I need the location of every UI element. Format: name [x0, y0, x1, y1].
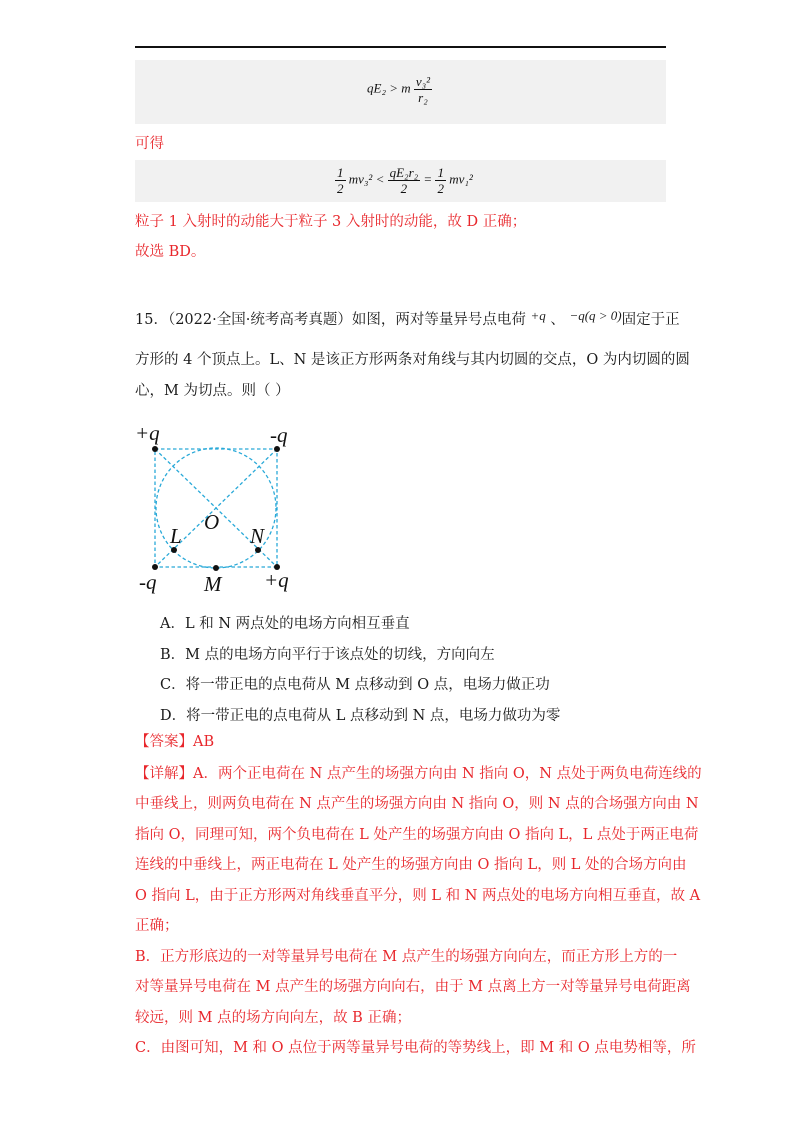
option-b: B．M 点的电场方向平行于该点处的切线，方向向左 — [160, 647, 495, 663]
question-line-1 — [135, 310, 680, 330]
question-number: 15． — [135, 312, 168, 328]
equation-box-2 — [135, 160, 666, 202]
detail-line-2: 指向 O，同理可知，两个负电荷在 L 处产生的场强方向由 O 指向 L，L 点处于两正电荷 — [135, 827, 699, 843]
detail-line-1: 中垂线上，则两负电荷在 N 点产生的场强方向由 N 指向 O，则 N 点的合场强方向由 N — [135, 796, 699, 812]
label-tr-charge: -q — [270, 423, 288, 447]
question-minus-q: −q(q > 0) — [569, 308, 622, 323]
charge-square-figure — [130, 418, 300, 598]
label-L: L — [170, 524, 182, 548]
detail-line-3: 连线的中垂线上，两正电荷在 L 处产生的场强方向由 O 指向 L，则 L 处的合场方向由 — [135, 857, 687, 873]
eq2-rhs-tail: mv₁² — [449, 171, 473, 187]
header-rule — [135, 46, 666, 48]
vertex-tl — [152, 446, 158, 452]
eq2-half-right-den: 2 — [437, 181, 444, 196]
equation-2 — [335, 165, 473, 196]
question-source: （2022·全国·统考高考真题） — [167, 312, 352, 328]
question-line-2: 方形的 4 个顶点上。L、N 是该正方形两条对角线与其内切圆的交点，O 为内切圆的圆 — [135, 352, 690, 368]
question-text-a: 如图，两对等量异号点电荷 — [351, 312, 526, 328]
eq2-mid-den: 2 — [400, 181, 408, 196]
question-sep: 、 — [550, 312, 565, 328]
detail-line-4: O 指向 L，由于正方形两对角线垂直平分，则 L 和 N 两点处的电场方向相互垂直，故 A — [135, 888, 701, 904]
detail-line-9: C．由图可知，M 和 O 点位于两等量异号电荷的等势线上，即 M 和 O 点电势相等，所 — [135, 1040, 696, 1056]
detail-line-7: 对等量异号电荷在 M 点产生的场强方向向右，由于 M 点离上方一对等量异号电荷距离 — [135, 979, 691, 995]
equation-1-num: v₃² — [415, 74, 431, 89]
question-plus-q: +q — [530, 308, 546, 323]
ke-text: 可得 — [135, 136, 164, 152]
question-line-3: 心，M 为切点。则（ ） — [135, 383, 290, 399]
equation-1-lhs: qE₂ > m — [367, 80, 411, 96]
eq2-mid-fraction — [388, 165, 421, 196]
label-br-charge: +q — [264, 568, 289, 592]
option-d: D．将一带正电的点电荷从 L 点移动到 N 点，电场力做功为零 — [160, 708, 561, 724]
equation-1-fraction — [414, 74, 432, 105]
eq2-half-left-num: 1 — [337, 165, 344, 180]
equation-1-den: r₂ — [418, 90, 428, 105]
question-text-b: 固定于正 — [621, 312, 680, 328]
eq2-equals: = — [423, 171, 433, 187]
eq2-lhs-tail: mv₃² < — [348, 171, 385, 187]
answer-tag: 【答案】 — [135, 734, 193, 750]
detail-line-8: 较远，则 M 点的场方向向左，故 B 正确； — [135, 1010, 411, 1026]
eq2-half-right — [435, 165, 446, 196]
label-O: O — [204, 510, 220, 534]
label-bl-charge: -q — [139, 570, 157, 594]
detail-line-6: B．正方形底边的一对等量异号电荷在 M 点产生的场强方向向左，而正方形上方的一 — [135, 949, 678, 965]
point-M-dot — [213, 565, 219, 571]
option-c: C．将一带正电的点电荷从 M 点移动到 O 点，电场力做正功 — [160, 677, 550, 693]
detail-line-5: 正确； — [135, 918, 179, 934]
label-M: M — [204, 572, 222, 596]
equation-box-1 — [135, 60, 666, 124]
eq2-half-right-num: 1 — [437, 165, 444, 180]
eq2-half-left — [335, 165, 346, 196]
detail-line-0 — [135, 762, 702, 783]
equation-1 — [367, 74, 432, 105]
detail-text-0: A．两个正电荷在 N 点产生的场强方向由 N 指向 O，N 点处于两负电荷连线的 — [193, 766, 702, 782]
eq2-mid-num: qE₂r₂ — [389, 165, 419, 180]
label-N: N — [250, 524, 265, 548]
option-a: A．L 和 N 两点处的电场方向相互垂直 — [160, 616, 410, 632]
eq2-half-left-den: 2 — [337, 181, 344, 196]
detail-tag: 【详解】 — [135, 766, 193, 782]
label-tl-charge: +q — [135, 421, 160, 445]
answer-value: AB — [193, 734, 215, 750]
conclusion-line-2: 故选 BD。 — [135, 244, 206, 260]
conclusion-line-1: 粒子 1 入射时的动能大于粒子 3 入射时的动能，故 D 正确； — [135, 214, 527, 230]
answer-line — [135, 732, 214, 752]
